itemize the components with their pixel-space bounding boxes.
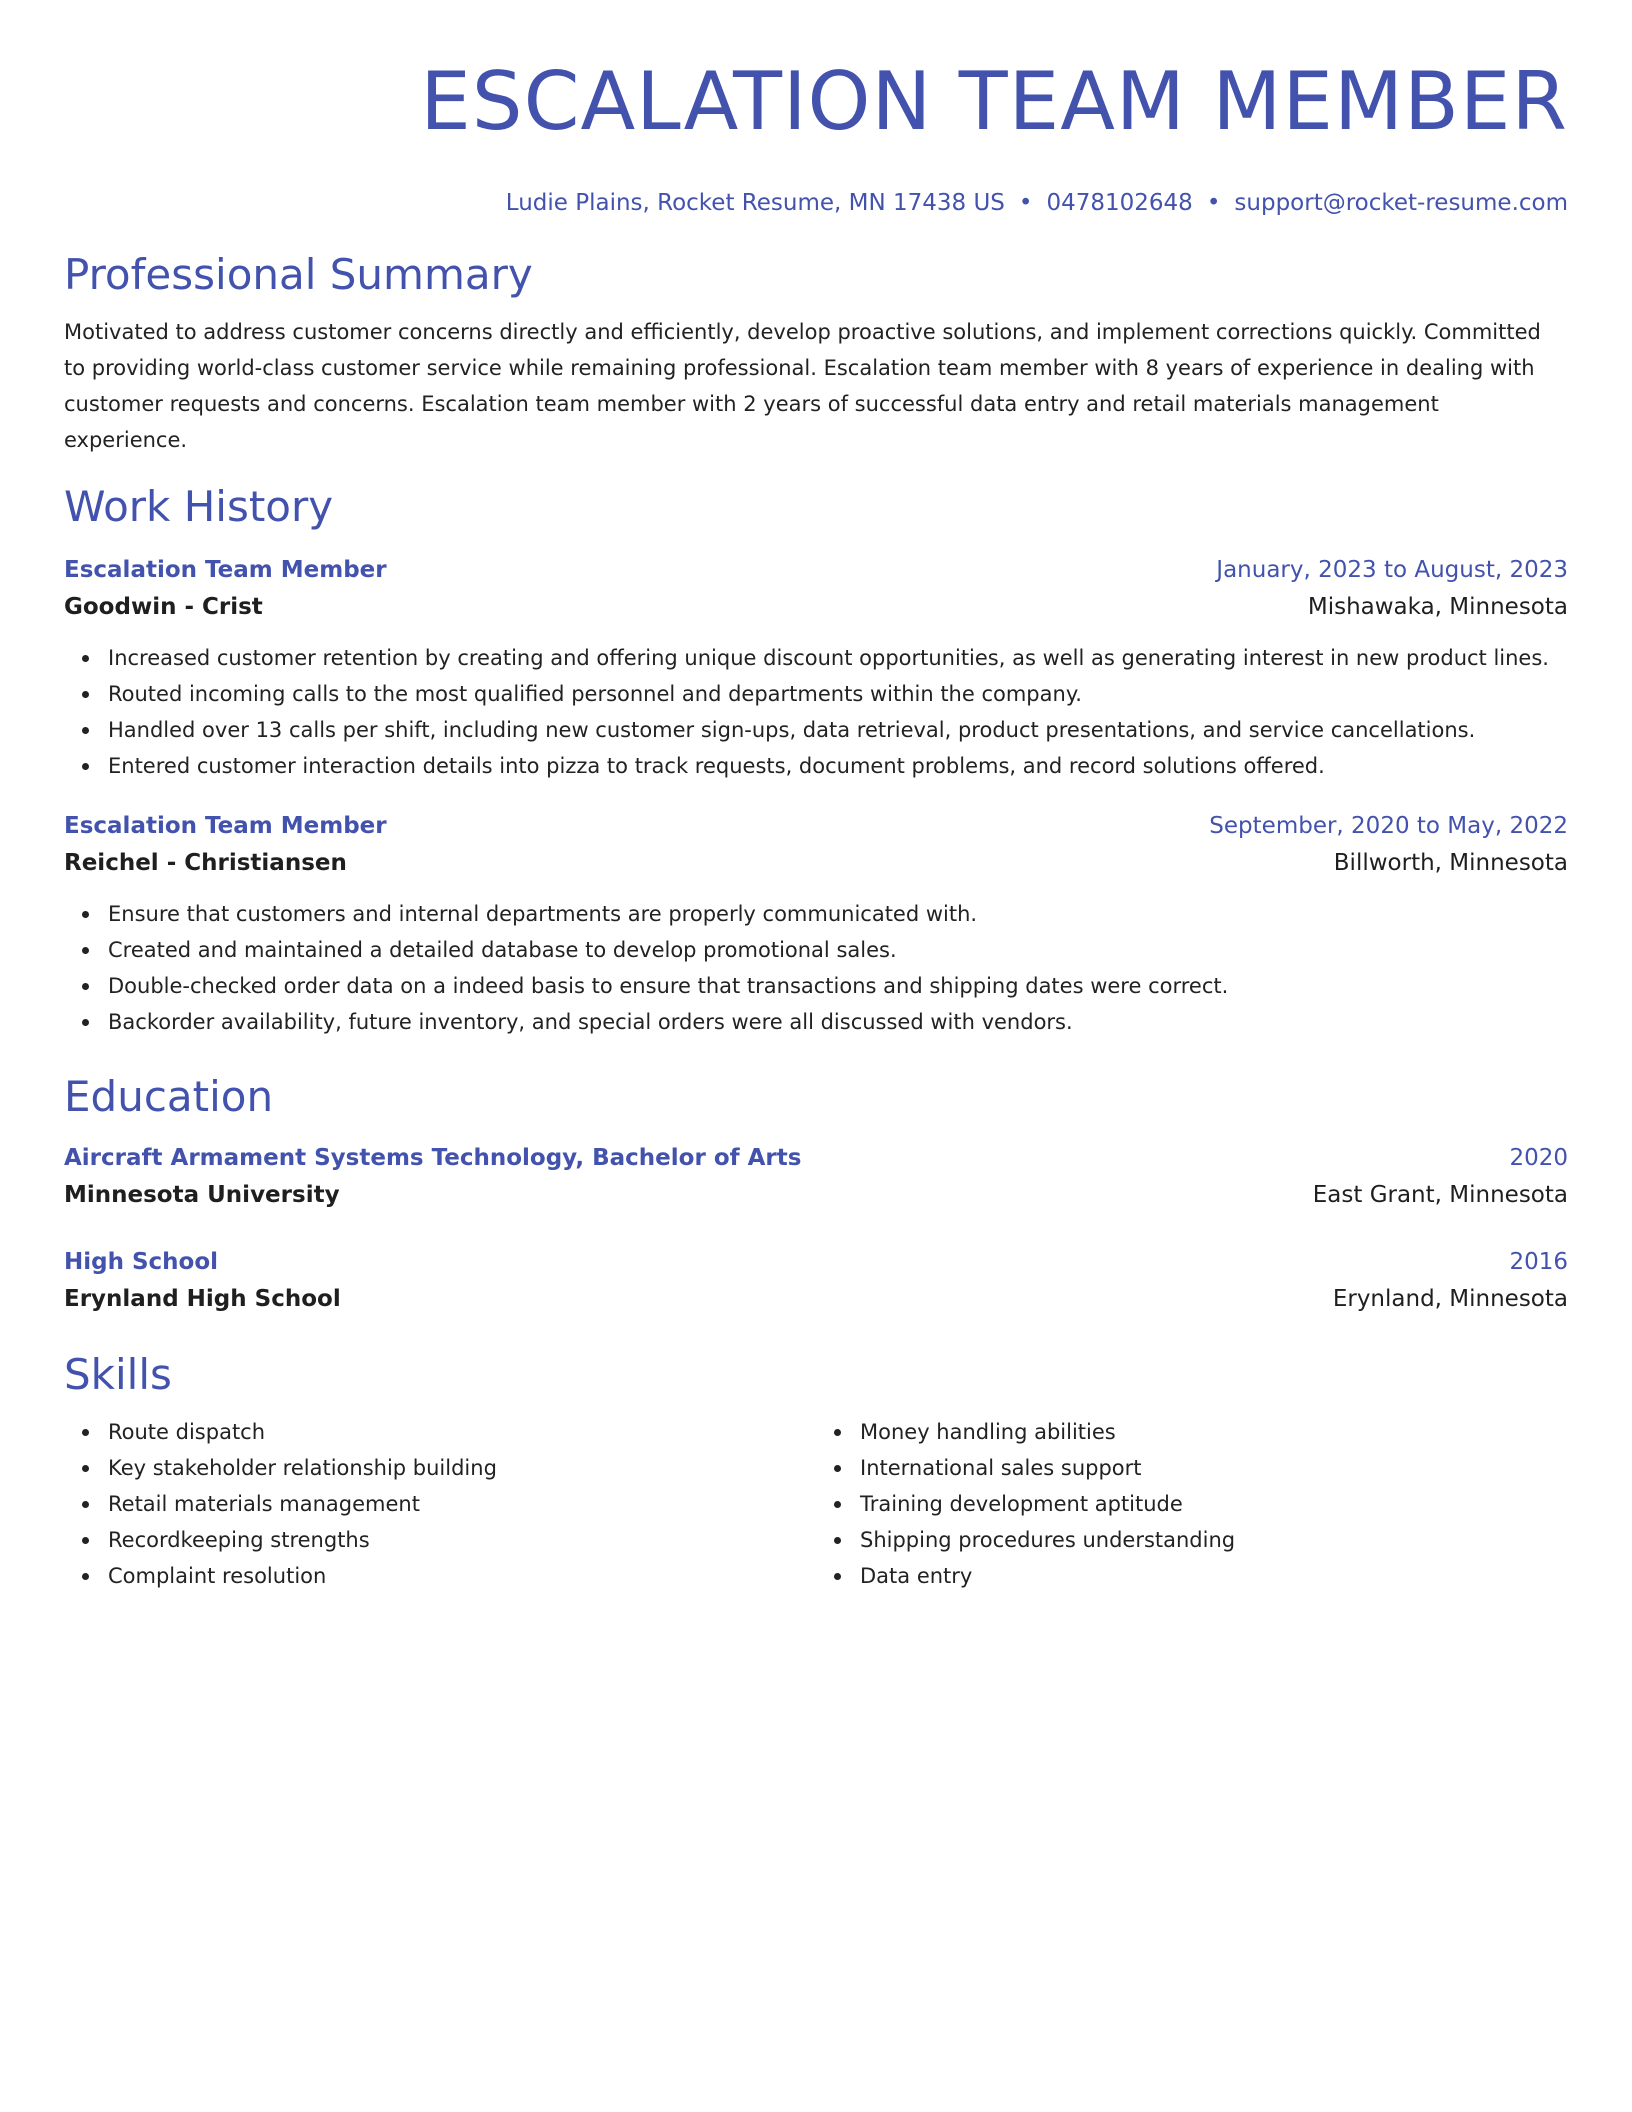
skill-item: Money handling abilities <box>860 1414 1568 1450</box>
contact-phone: 0478102648 <box>1046 190 1193 216</box>
list-item: Created and maintained a detailed database to develop promotional sales. <box>108 932 1568 968</box>
contact-separator: • <box>1206 190 1221 216</box>
skill-item: Route dispatch <box>108 1414 816 1450</box>
job-location: Billworth, Minnesota <box>1333 850 1568 876</box>
skill-item: Key stakeholder relationship building <box>108 1450 816 1486</box>
job-company: Goodwin - Crist <box>64 594 263 620</box>
job-title: Escalation Team Member <box>64 557 387 583</box>
job-entry <box>64 808 1568 1040</box>
job-header-row <box>64 808 1568 844</box>
education-year: 2016 <box>1509 1249 1568 1275</box>
list-item: Entered customer interaction details into pizza to track requests, document problems, and record solutions offered. <box>108 748 1568 784</box>
list-item: Backorder availability, future inventory, and special orders were all discussed with vendors. <box>108 1004 1568 1040</box>
contact-address: Ludie Plains, Rocket Resume, MN 17438 US <box>505 190 1005 216</box>
skill-item: Complaint resolution <box>108 1558 816 1594</box>
contact-separator: • <box>1018 190 1033 216</box>
skill-item: Shipping procedures understanding <box>860 1522 1568 1558</box>
section-title-work-history: Work History <box>64 482 334 531</box>
education-school: Minnesota University <box>64 1182 340 1208</box>
job-dates: September, 2020 to May, 2022 <box>1209 813 1568 839</box>
skill-item: Data entry <box>860 1558 1568 1594</box>
job-header-row <box>64 552 1568 588</box>
job-company: Reichel - Christiansen <box>64 850 347 876</box>
candidate-title: ESCALATION TEAM MEMBER <box>420 55 1568 148</box>
section-title-skills: Skills <box>64 1350 172 1399</box>
contact-email: support@rocket-resume.com <box>1234 190 1568 216</box>
resume-header <box>64 0 1568 218</box>
education-header-row <box>64 1244 1568 1280</box>
contact-line <box>64 188 1568 218</box>
skills-list-left <box>64 1414 816 1594</box>
education-location: East Grant, Minnesota <box>1312 1182 1568 1208</box>
education-location: Erynland, Minnesota <box>1332 1286 1568 1312</box>
list-item: Double-checked order data on a indeed basis to ensure that transactions and shipping dates were correct. <box>108 968 1568 1004</box>
job-bullet-list <box>64 640 1568 784</box>
education-school: Erynland High School <box>64 1286 341 1312</box>
job-company-row <box>64 588 1568 626</box>
list-item: Increased customer retention by creating and offering unique discount opportunities, as well as generating interest in new product lines. <box>108 640 1568 676</box>
skill-item: International sales support <box>860 1450 1568 1486</box>
job-entry <box>64 552 1568 784</box>
section-title-summary: Professional Summary <box>64 250 533 299</box>
education-year: 2020 <box>1509 1145 1568 1171</box>
skills-list-right <box>816 1414 1568 1594</box>
education-degree: Aircraft Armament Systems Technology, Bachelor of Arts <box>64 1145 802 1171</box>
summary-text: Motivated to address customer concerns directly and efficiently, develop proactive solutions, and implement corrections quickly. Committed to providing world-class customer service while remaining professional. Escalation team member with 8 years of experience in dealing with customer requests and concerns. Escalation team member with 2 years of successful data entry and retail materials management experience. <box>64 320 1541 452</box>
education-entry <box>64 1244 1568 1318</box>
education-header-row <box>64 1140 1568 1176</box>
education-degree: High School <box>64 1249 219 1275</box>
job-title: Escalation Team Member <box>64 813 387 839</box>
list-item: Routed incoming calls to the most qualified personnel and departments within the company. <box>108 676 1568 712</box>
education-school-row <box>64 1176 1568 1214</box>
education-entry <box>64 1140 1568 1214</box>
job-location: Mishawaka, Minnesota <box>1307 594 1568 620</box>
skill-item: Training development aptitude <box>860 1486 1568 1522</box>
skill-item: Retail materials management <box>108 1486 816 1522</box>
skills-columns <box>64 1414 1568 1594</box>
education-school-row <box>64 1280 1568 1318</box>
list-item: Ensure that customers and internal departments are properly communicated with. <box>108 896 1568 932</box>
skill-item: Recordkeeping strengths <box>108 1522 816 1558</box>
job-bullet-list <box>64 896 1568 1040</box>
list-item: Handled over 13 calls per shift, including new customer sign-ups, data retrieval, product presentations, and service cancellations. <box>108 712 1568 748</box>
job-dates: January, 2023 to August, 2023 <box>1216 557 1568 583</box>
section-title-education: Education <box>64 1072 274 1121</box>
job-company-row <box>64 844 1568 882</box>
